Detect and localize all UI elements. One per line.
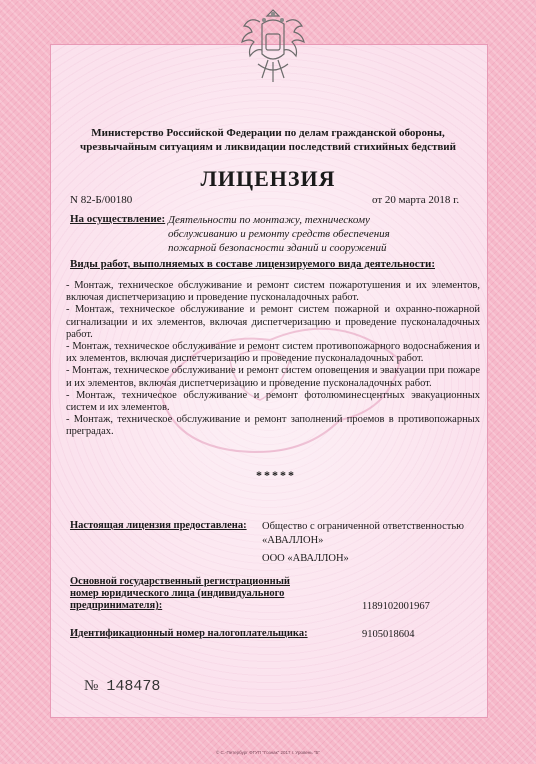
work-item: - Монтаж, техническое обслуживание и ремонт систем пожаротушения и их элементов, включая диспетчеризацию и проведение пусконаладочных работ. <box>66 280 480 304</box>
ogrn-value: 1189102001967 <box>362 601 430 612</box>
works-header: Виды работ, выполняемых в составе лицензируемого вида деятельности: <box>70 258 435 270</box>
company-full-name: Общество с ограниченной ответственностью «АВАЛЛОН» <box>262 521 465 546</box>
coat-of-arms-emblem <box>236 4 310 104</box>
document-title: ЛИЦЕНЗИЯ <box>200 166 336 191</box>
work-item: - Монтаж, техническое обслуживание и ремонт систем оповещения и эвакуации при пожаре и их элементов, включая диспетчеризацию и проведение пусконаладочных работ. <box>66 365 480 389</box>
company-short-name: ООО «АВАЛЛОН» <box>262 553 349 564</box>
license-date: от 20 марта 2018 г. <box>372 194 460 206</box>
granted-label: Настоящая лицензия предоставлена: <box>70 520 247 531</box>
serial-digits: 148478 <box>106 678 161 695</box>
ministry-name: Министерство Российской Федерации по делам гражданской обороны, чрезвычайным ситуациям и ликвидации последствий стихийных бедствий <box>80 127 456 153</box>
work-item: - Монтаж, техническое обслуживание и ремонт систем противопожарного водоснабжения и их элементов, включая диспетчеризацию и проведение пусконаладочных работ. <box>66 341 480 365</box>
work-item: - Монтаж, техническое обслуживание и ремонт систем пожарной и охранно-пожарной сигнализации и их элементов, включая диспетчеризацию и проведение пусконаладочных работ. <box>66 304 480 340</box>
work-item: - Монтаж, техническое обслуживание и ремонт фотолюминесцентных эвакуационных систем и их элементов. <box>66 389 480 414</box>
number-sign: № <box>84 678 99 694</box>
inn-value: 9105018604 <box>362 629 415 640</box>
printer-footer: © С.-Петербург ФГУП "Гознак" 2017 г. Уровень "Б" <box>215 750 321 755</box>
ogrn-label: Основной государственный регистрационный номер юридического лица (индивидуального предпринимателя): <box>70 576 290 611</box>
work-item: - Монтаж, техническое обслуживание и ремонт заполнений проемов в противопожарных преградах. <box>66 414 480 438</box>
works-list <box>66 280 480 439</box>
separator-stars: ***** <box>256 468 296 482</box>
license-number: N 82-Б/00180 <box>70 194 133 206</box>
purpose-text: Деятельности по монтажу, техническому обслуживанию и ремонту средств обеспечения пожарной безопасности зданий и сооружений <box>168 214 390 254</box>
purpose-label: На осуществление: <box>70 213 166 225</box>
inn-label: Идентификационный номер налогоплательщика: <box>70 628 308 639</box>
blank-serial-number <box>84 678 160 695</box>
